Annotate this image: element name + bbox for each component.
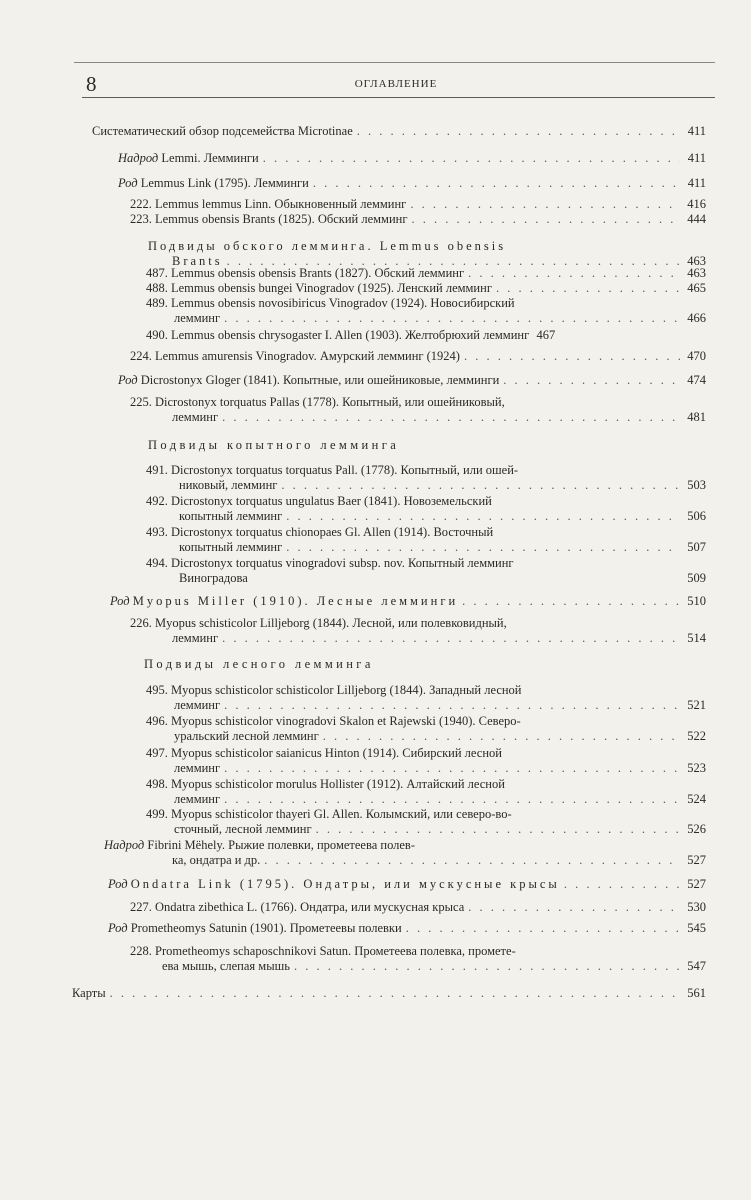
toc-entry: 487. Lemmus obensis obensis Brants (1827). Обский лемминг . . . 463: [146, 266, 706, 281]
toc-entry: 496. Myopus schisticolor vinogradovi Skalon et Rajewski (1940). Северо- уральский лесной лемминг . . . 522: [146, 714, 706, 744]
toc-entry: Род Ondatra Link (1795). Ондатры, или мускусные крысы . . . 527: [108, 877, 706, 892]
page-number: 8: [86, 72, 97, 96]
section-subheading: Подвиды лесного лемминга: [144, 657, 374, 671]
toc-entry: 494. Dicrostonyx torquatus vinogradovi subsp. nov. Копытный лемминг Виноградова 509: [146, 556, 706, 585]
toc-entry: 497. Myopus schisticolor saianicus Hinton (1914). Сибирский лесной лемминг . . . 523: [146, 746, 706, 776]
toc-entry: Род Lemmus Link (1795). Лемминги . . . 411: [118, 176, 706, 191]
toc-entry: 495. Myopus schisticolor schisticolor Lilljeborg (1844). Западный лесной лемминг . . . 521: [146, 683, 706, 713]
toc-entry: 493. Dicrostonyx torquatus chionopaes Gl. Allen (1914). Восточный копытный лемминг . . . 507: [146, 525, 706, 555]
toc-entry: 226. Myopus schisticolor Lilljeborg (1844). Лесной, или полевковидный, лемминг . . . 514: [130, 616, 706, 646]
toc-entry: 491. Dicrostonyx torquatus torquatus Pall. (1778). Копытный, или ошей- никовый, лемминг . . . 503: [146, 463, 706, 493]
toc-entry: Надрод Lemmi. Лемминги . . . 411: [118, 151, 706, 166]
toc-entry: 489. Lemmus obensis novosibiricus Vinogradov (1924). Новосибирский лемминг . . . 466: [146, 296, 706, 326]
toc-entry: Род Prometheomys Satunin (1901). Прометеевы полевки . . . 545: [108, 921, 706, 936]
section-subheading: Подвиды копытного лемминга: [148, 438, 400, 452]
toc-entry: Надрод Fibrini Mëhely. Рыжие полевки, прометеева полев- ка, ондатра и др. . . . 527: [104, 838, 706, 868]
toc-entry: Карты . . . 561: [72, 986, 706, 1001]
toc-entry: 224. Lemmus amurensis Vinogradov. Амурский лемминг (1924) . . . 470: [130, 349, 706, 364]
toc-entry: 488. Lemmus obensis bungei Vinogradov (1925). Ленский лемминг . . . 465: [146, 281, 706, 296]
toc-entry: 223. Lemmus obensis Brants (1825). Обский лемминг . . . 444: [130, 212, 706, 227]
toc-entry: 227. Ondatra zibethica L. (1766). Ондатра, или мускусная крыса . . . 530: [130, 900, 706, 915]
toc-entry: 225. Dicrostonyx torquatus Pallas (1778). Копытный, или ошейниковый, лемминг . . . 481: [130, 395, 706, 425]
running-head: ОГЛАВЛЕНИЕ: [354, 78, 438, 90]
toc-entry: Систематический обзор подсемейства Microtinae . . . 411: [92, 124, 706, 139]
toc-entry: Род Dicrostonyx Gloger (1841). Копытные, или ошейниковые, лемминги . . . 474: [118, 373, 706, 388]
toc-entry: Род Myopus Miller (1910). Лесные лемминги . . . 510: [110, 594, 706, 609]
toc-entry: 499. Myopus schisticolor thayeri Gl. Allen. Колымский, или северо-во- сточный, лесной лемминг . . . 526: [146, 807, 706, 837]
toc-entry: Подвиды обского лемминга. Lemmus obensis Brants . . . 463: [148, 239, 706, 269]
toc-entry: 492. Dicrostonyx torquatus ungulatus Baer (1841). Новоземельский копытный лемминг . . . 506: [146, 494, 706, 524]
toc-entry: 222. Lemmus lemmus Linn. Обыкновенный лемминг . . . 416: [130, 197, 706, 212]
toc-entry: 490. Lemmus obensis chrysogaster I. Allen (1903). Желтобрюхий лемминг 467: [146, 328, 556, 342]
toc-entry: 498. Myopus schisticolor morulus Hollister (1912). Алтайский лесной лемминг . . . 524: [146, 777, 706, 807]
toc-entry: 228. Prometheomys schaposchnikovi Satun. Прометеева полевка, промете- ева мышь, слепая мышь . . . 547: [130, 944, 706, 974]
